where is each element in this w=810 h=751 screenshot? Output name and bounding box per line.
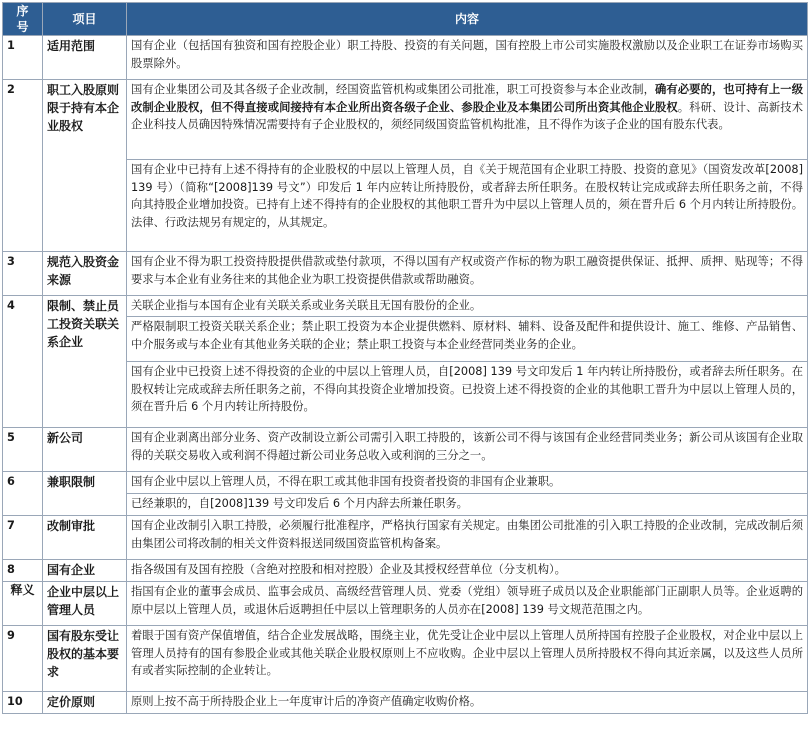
content-emphasis: 确有必要的，也可持有上一级改制企业股权，但不得直接或间接持有本企业所出资各级子企业、参股企业及本集团公司所出资其他企业股权 (131, 83, 803, 114)
row-number: 2 (3, 80, 43, 252)
row-content: 国有企业不得为职工投资持股提供借款或垫付款项，不得以国有产权或资产作标的物为职工融资提供保证、抵押、质押、贴现等；不得要求与本企业有业务往来的其他企业为职工投资提供借款或帮助融资。 (127, 252, 808, 296)
row-item: 新公司 (43, 428, 127, 472)
table-row (3, 36, 808, 80)
row-content: 原则上按不高于所持股企业上一年度审计后的净资产值确定收购价格。 (127, 692, 808, 714)
table-row (3, 428, 808, 472)
table-row (3, 560, 808, 582)
table-subrow (3, 582, 808, 626)
definition-label: 释义 (3, 582, 43, 626)
row-number: 6 (3, 472, 43, 516)
row-number: 10 (3, 692, 43, 714)
row-content: 国有企业中已投资上述不得投资的企业的中层以上管理人员，自[2008] 139 号文印发后 1 年内转让所持股份，或者辞去所任职务。在股权转让完成或辞去所任职务之前，不得向其投资企业增加投资。已投资上述不得投资的企业的其他职工晋升为中层以上管理人员的，须在晋升后 6 个月内转让所持股份。 (127, 362, 808, 428)
row-number: 9 (3, 626, 43, 692)
row-number: 4 (3, 296, 43, 428)
row-item: 规范入股资金来源 (43, 252, 127, 296)
row-item: 改制审批 (43, 516, 127, 560)
content-text: 国有企业集团公司及其各级子企业改制，经国资监管机构或集团公司批准，职工可投资参与本企业改制， (131, 83, 655, 96)
row-item: 国有股东受让股权的基本要求 (43, 626, 127, 692)
row-item: 限制、禁止员工投资关联关系企业 (43, 296, 127, 428)
table-row (3, 692, 808, 714)
row-item: 定价原则 (43, 692, 127, 714)
row-content: 国有企业剥离出部分业务、资产改制设立新公司需引入职工持股的，该新公司不得与该国有企业经营同类业务；新公司从该国有企业取得的关联交易收入或利润不得超过新公司业务总收入或利润的三分之一。 (127, 428, 808, 472)
row-content: 指各级国有及国有控股（含绝对控股和相对控股）企业及其授权经营单位（分支机构）。 (127, 560, 808, 582)
header-row (3, 3, 808, 36)
row-item: 企业中层以上管理人员 (43, 582, 127, 626)
row-content: 国有企业（包括国有独资和国有控股企业）职工持股、投资的有关问题，国有控股上市公司实施股权激励以及企业职工在证券市场购买股票除外。 (127, 36, 808, 80)
table-row (3, 80, 808, 160)
row-content (127, 80, 808, 160)
row-item: 兼职限制 (43, 472, 127, 516)
row-content: 国有企业中已持有上述不得持有的企业股权的中层以上管理人员，自《关于规范国有企业职工持股、投资的意见》（国资发改革[2008] 139 号）（简称“[2008]139 号文”）印发后 1 年内应转让所持股份，或者辞去所任职务。在股权转让完成或辞去所任职务之前，不得向其持股企业增加投资。已持有上述不得持有的企业股权的其他职工晋升为中层以上管理人员的，须在晋升后 6 个月内转让所持股份。法律、行政法规另有规定的，从其规定。 (127, 160, 808, 252)
row-number: 8 (3, 560, 43, 582)
row-content: 指国有企业的董事会成员、监事会成员、高级经营管理人员、党委（党组）领导班子成员以及企业职能部门正副职人员等。企业返聘的原中层以上管理人员，或退休后返聘担任中层以上管理职务的人员亦在[2008] 139 号文规范范围之内。 (127, 582, 808, 626)
row-content: 严格限制职工投资关联关系企业；禁止职工投资为本企业提供燃料、原材料、辅料、设备及配件和提供设计、施工、维修、产品销售、中介服务或与本企业有其他业务关联的企业；禁止职工投资与本企业经营同类业务的企业。 (127, 317, 808, 362)
table-row (3, 516, 808, 560)
row-number: 3 (3, 252, 43, 296)
header-item: 项目 (43, 3, 127, 36)
table-row (3, 472, 808, 494)
row-item: 适用范围 (43, 36, 127, 80)
content-text: 。科研、设计、高新技术企业科技人员确因特殊情况需要持有子企业股权的，须经同级国资监管机构批准，且不得作为该子企业的国有股东代表。 (131, 100, 803, 132)
row-number: 7 (3, 516, 43, 560)
header-content: 内容 (127, 3, 808, 36)
table-row (3, 626, 808, 692)
table-row (3, 296, 808, 317)
row-item: 职工入股原则限于持有本企业股权 (43, 80, 127, 252)
table-row (3, 252, 808, 296)
row-item: 国有企业 (43, 560, 127, 582)
row-content: 国有企业中层以上管理人员，不得在职工或其他非国有投资者投资的非国有企业兼职。 (127, 472, 808, 494)
row-content: 已经兼职的，自[2008]139 号文印发后 6 个月内辞去所兼任职务。 (127, 494, 808, 516)
policy-table (2, 2, 808, 714)
row-content: 国有企业改制引入职工持股，必须履行批准程序，严格执行国家有关规定。由集团公司批准的引入职工持股的企业改制，完成改制后须由集团公司将改制的相关文件资料报送同级国资监管机构备案。 (127, 516, 808, 560)
row-number: 5 (3, 428, 43, 472)
row-content: 着眼于国有资产保值增值，结合企业发展战略，围绕主业，优先受让企业中层以上管理人员所持国有控股子企业股权，对企业中层以上管理人员持有的国有参股企业或其他关联企业股权原则上不应收购。企业中层以上管理人员所持股权不得向其近亲属，以及这些人员所有或者实际控制的企业转让。 (127, 626, 808, 692)
row-content: 关联企业指与本国有企业有关联关系或业务关联且无国有股份的企业。 (127, 296, 808, 317)
header-no: 序号 (3, 3, 43, 36)
row-number: 1 (3, 36, 43, 80)
